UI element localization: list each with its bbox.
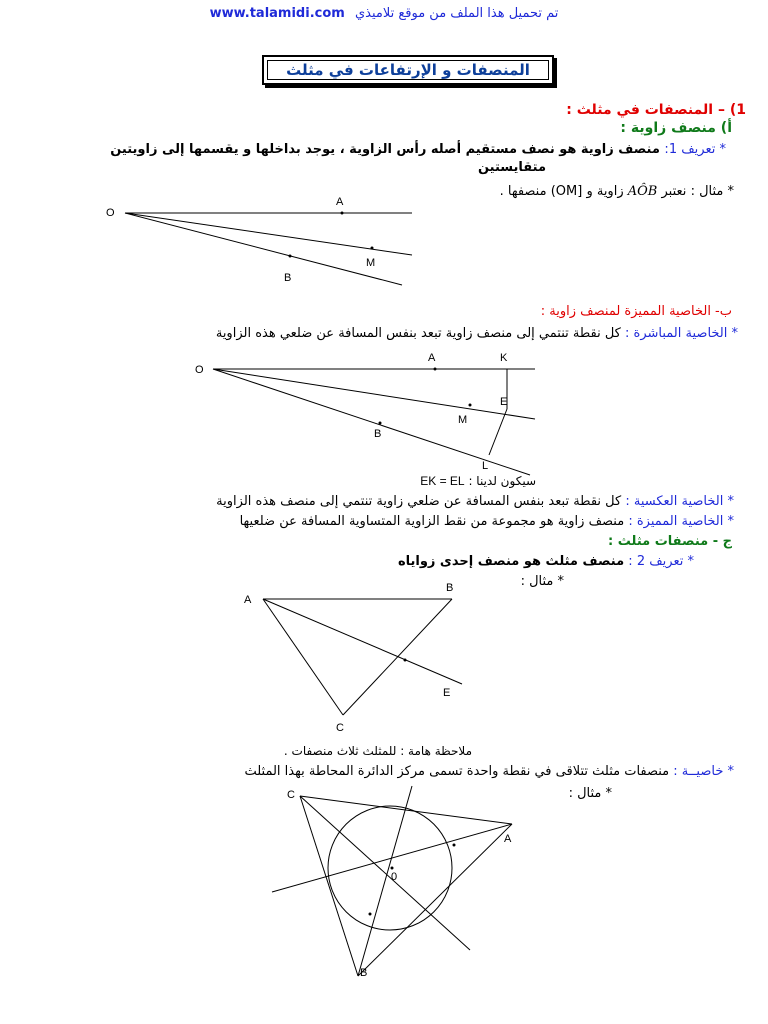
direct-property-label: * الخاصية المباشرة : <box>625 326 738 341</box>
important-note: ملاحظة هامة : للمثلث ثلاث منصفات . <box>283 744 472 758</box>
fig3-label-B: B <box>446 582 454 594</box>
fig2-label-K: K <box>500 352 508 364</box>
page-title-box <box>262 55 554 85</box>
example1-prefix: * مثال : <box>690 184 734 199</box>
fig1-label-O: O <box>106 207 115 219</box>
characteristic-heading: ب- الخاصية المميزة لمنصف زاوية : <box>540 304 732 319</box>
fig1-label-A: A <box>336 196 344 208</box>
example1-text-a: نعتبر <box>661 184 687 199</box>
section1-heading <box>346 102 746 118</box>
fig1-label-M: M <box>366 257 376 269</box>
figure2-equidistant <box>0 352 768 480</box>
example2-label: * مثال : <box>520 574 564 589</box>
definition1 <box>26 142 726 157</box>
fig4-label-A: A <box>504 833 512 845</box>
fig2-label-M: M <box>458 414 468 426</box>
figure2-conclusion <box>336 474 536 488</box>
converse-property-text: كل نقطة تبعد بنفس المسافة عن ضلعي زاوية تنتمي إلى منصف هذه الزاوية <box>216 494 622 509</box>
conclusion-prefix: سيكون لدينا : <box>468 474 536 488</box>
definition2-label: * تعريف 2 : <box>628 554 694 569</box>
fig2-label-E: E <box>500 396 508 408</box>
characteristic-property-label: * الخاصية المميزة : <box>628 514 734 529</box>
definition2-text: منصف مثلث هو منصف إحدى زواياه <box>397 554 625 569</box>
fig3-label-A: A <box>244 594 252 606</box>
fig2-label-O: O <box>195 364 204 376</box>
figure1-angle-bisector <box>0 195 768 290</box>
page-title: المنصفات و الإرتفاعات في مثلث <box>286 61 530 79</box>
definition2 <box>94 554 694 569</box>
direct-property <box>8 326 738 341</box>
site-url-link[interactable]: www.talamidi.com <box>209 6 345 21</box>
definition1-text: منصف زاوية هو نصف مستقيم أصله رأس الزاوية ، يوجد بداخلها و يقسمها إلى زاويتين <box>110 142 660 157</box>
example3-label: * مثال : <box>568 786 612 801</box>
fig2-label-L: L <box>482 460 489 472</box>
download-note: تم تحميل هذا الملف من موقع تلاميذي <box>354 6 559 21</box>
definition1-label: * تعريف 1: <box>664 142 726 157</box>
incircle-property <box>34 764 734 779</box>
definition1-continuation: متقايستين <box>477 160 546 175</box>
characteristic-property <box>34 514 734 529</box>
fig2-label-A: A <box>428 352 436 364</box>
fig1-label-B: B <box>284 272 292 284</box>
section1-number: 1) <box>729 102 746 118</box>
direct-property-text: كل نقطة تنتمي إلى منصف زاوية تبعد بنفس المسافة عن ضلعي هذه الزاوية <box>215 326 621 341</box>
figure3-triangle-bisector <box>0 582 768 734</box>
fig3-label-E: E <box>443 687 451 699</box>
converse-property <box>34 494 734 509</box>
conclusion-equation: EK = EL <box>420 474 465 488</box>
fig4-label-O: 0 <box>391 871 398 883</box>
fig4-label-B: B <box>360 967 368 979</box>
fig2-label-B: B <box>374 428 382 440</box>
fig3-label-C: C <box>336 722 344 734</box>
example1-angle: AÔB <box>627 184 658 199</box>
figure4-incircle <box>0 780 768 1024</box>
fig4-label-C: C <box>287 789 295 801</box>
incircle-property-text: منصفات مثلث تتلاقى في نقطة واحدة تسمى مركز الدائرة المحاطة بهذا المثلث <box>244 764 670 779</box>
section1-title: – المنصفات في مثلث : <box>566 102 725 118</box>
triangle-bisectors-heading: ج - منصفات مثلث : <box>608 534 732 549</box>
incircle-property-label: * خاصيــة : <box>673 764 734 779</box>
site-header <box>0 6 768 21</box>
example1-text-b: زاوية و [OM) منصفها . <box>499 184 624 199</box>
angle-bisector-heading: أ) منصف زاوية : <box>620 120 732 136</box>
characteristic-property-text: منصف زاوية هو مجموعة من نقط الزاوية المتساوية المسافة عن ضلعيها <box>239 514 625 529</box>
converse-property-label: * الخاصية العكسية : <box>625 494 734 509</box>
